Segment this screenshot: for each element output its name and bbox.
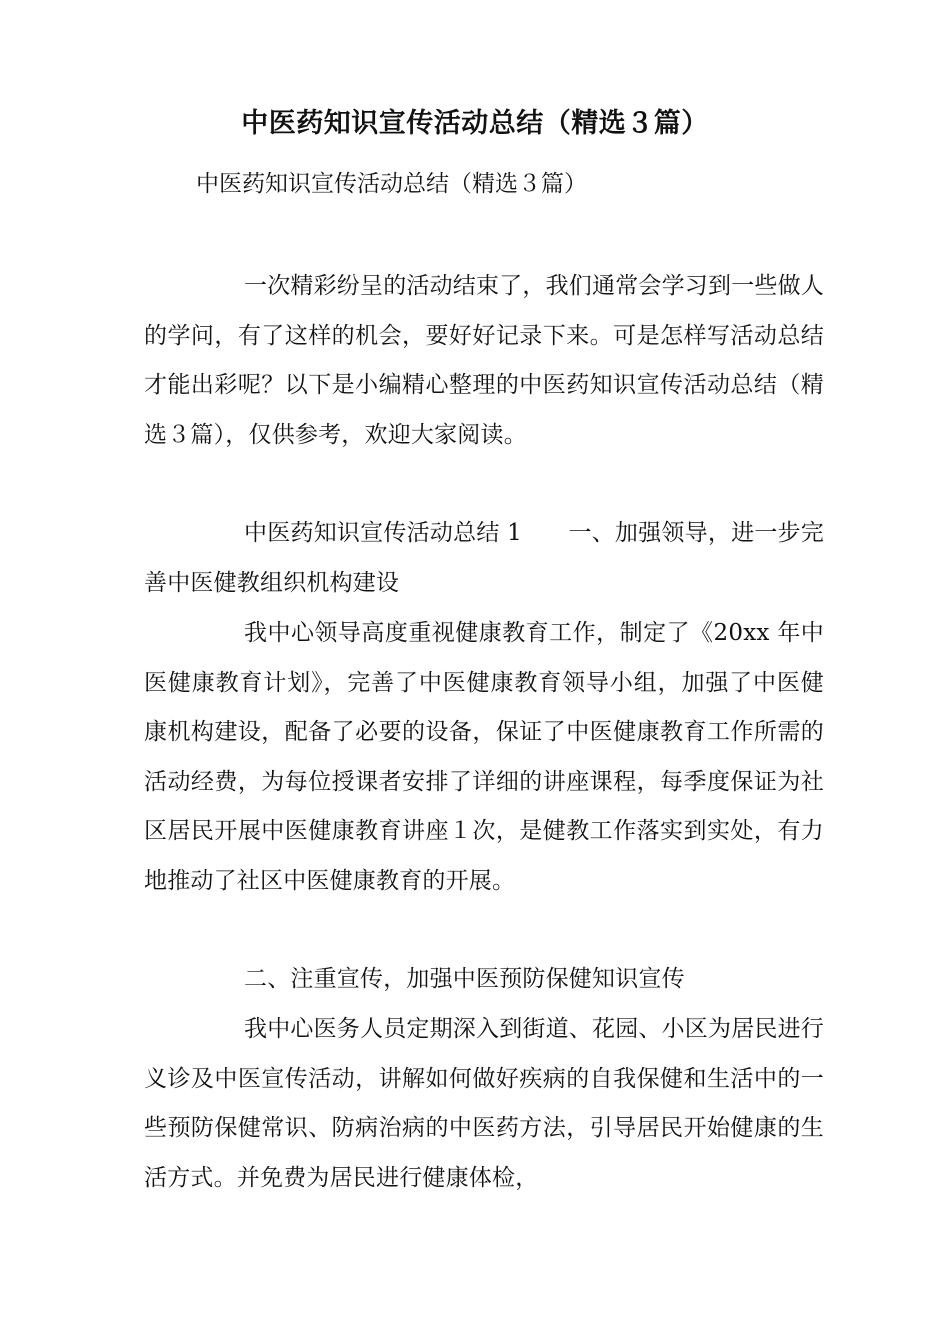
section-2-body-paragraph: 我中心医务人员定期深入到街道、花园、小区为居民进行义诊及中医宣传活动，讲解如何做好疾病的自我保健和生活中的一些预防保健常识、防病治病的中医药方法，引导居民开始健康的生活方式。并免费为居民进行健康体检，: [144, 1016, 824, 1191]
section-2-heading: 二、注重宣传，加强中医预防保健知识宣传: [244, 966, 685, 992]
intro-paragraph: 一次精彩纷呈的活动结束了，我们通常会学习到一些做人的学问，有了这样的机会，要好好记录下来。可是怎样写活动总结才能出彩呢？以下是小编精心整理的中医药知识宣传活动总结（精选３篇），仅供参考，欢迎大家阅读。: [144, 273, 824, 448]
section-1-body-paragraph: 我中心领导高度重视健康教育工作，制定了《20xx 年中医健康教育计划》，完善了中医健康教育领导小组，加强了中医健康机构建设，配备了必要的设备，保证了中医健康教育工作所需的活动经费，为每位授课者安排了详细的讲座课程，每季度保证为社区居民开展中医健康教育讲座１次，是健教工作落实到实处，有力地推动了社区中医健康教育的开展。: [144, 620, 824, 894]
document-subtitle: 中医药知识宣传活动总结（精选３篇）: [196, 171, 587, 197]
section-1-heading-paragraph: 中医药知识宣传活动总结 1 一、加强领导，进一步完善中医健教组织机构建设: [144, 520, 824, 596]
document-title: 中医药知识宣传活动总结（精选３篇）: [241, 108, 709, 139]
